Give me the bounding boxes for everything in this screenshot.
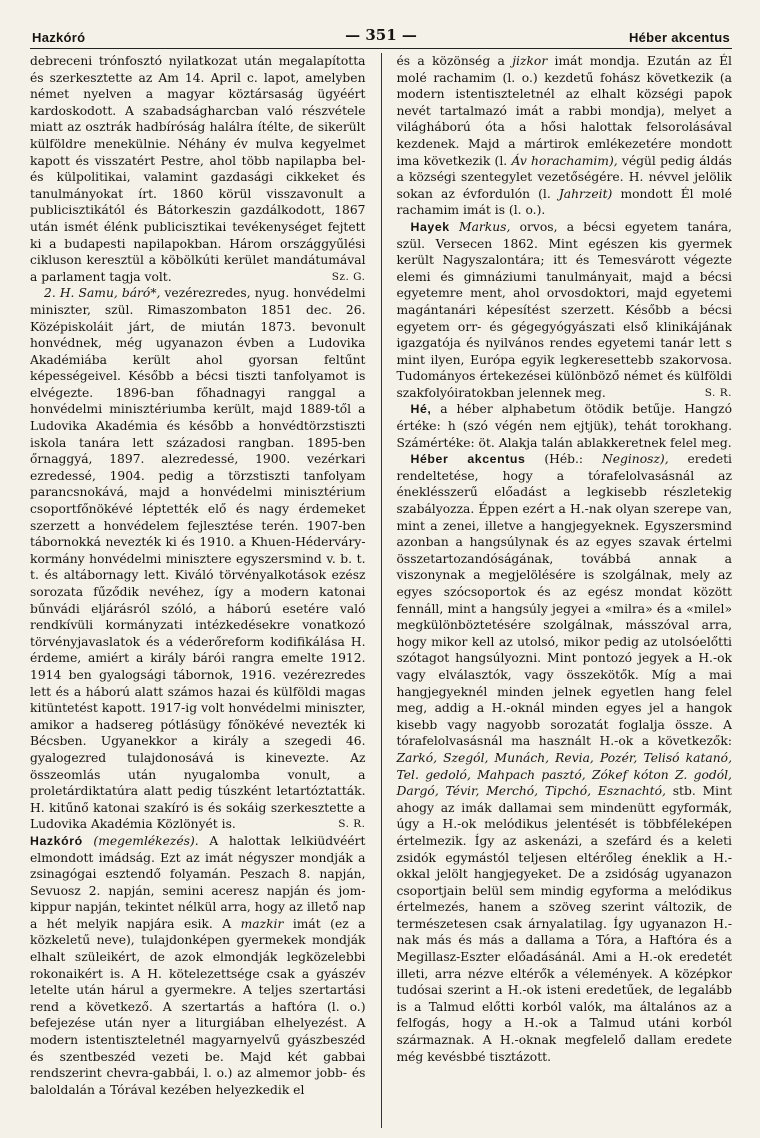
running-head-left: Hazkóró <box>32 30 86 45</box>
entry-continuation: debreceni trónfosztó nyilatkozat után megalapította és szerkesztette az Am 14. April c. lapot, amelyben német nyelven a magyar köztársaság ügyéért kardoskodott. A szabadságharcban való részvétele miatt az osztrák hadbíróság halálra ítélte, de sikerült külföldre menekülnie. Néhány év mulva kegyelmet kapott és visszatért Pestre, ahol több napilapba bel- és külpolitikai, valamint gazdasági cikkeket és tanulmányokat írt. 1860 körül visszavonult a publicisztikától és Bátorkeszin gazdálkodott, 1867 után ismét élénk publicisztikai tevékenységet fejtett ki a budapesti napilapokban. Három országgyűlési cikluson keresztül a köbölkúti kerület mandátumával a parlament tagja volt. Sz. G. <box>30 54 366 284</box>
page-header <box>30 22 732 49</box>
author-signature: Sz. G. <box>331 270 366 283</box>
column-divider <box>381 53 382 1128</box>
entry-headword: Hayek <box>410 219 450 234</box>
entry-headword: 2. H. Samu, báró*, <box>44 286 161 301</box>
page-number: — 351 — <box>345 26 417 44</box>
entry-hazkoro: Hazkóró (megemlékezés). A halottak lelkiüdvéért elmondott imádság. Ezt az imát négyszer mondják a zsinagógai esztendő folyamán. Peszach 8. napján, Sevuosz 2. napján, semini aceresz napján és jom-kippur napján, tekintet nélkül arra, hogy az illető nap a hét melyik napjára esik. A mazkir imát (ez a közkeletű neve), tulajdonképen gyermekek mondják elhalt szüleikért, de azok elmondják legközelebbi rokonaikért is. A H. kötelezettsége csak a gyászév letelte után hárul a gyermekre. A teljes szertartási rend a következő. A szertartás a haftóra (l. o.) befejezése után nyer a liturgiában elhelyezést. A modern istentiszteletnél magyarnyelvű gyászbeszéd és szentbeszéd vezeti be. Majd két gabbai rendszerint chevra-gabbái, l. o.) az almemor jobb- és baloldalán a Tórával kezében helyezkedik el <box>30 833 366 1097</box>
entry-hayek: Hayek Markus, orvos, a bécsi egyetem tanára, szül. Versecen 1862. Mint egészen kis gyermek került Nagyszalontára; itt és Temesvárott végezte elemi és gimnáziumi tanulmányait, majd a bécsi egyetemre ment, ahol orvosdoktori, majd egyetemi magántanári képesítést szerzett. Később a bécsi egyetem orr- és gégegyógyászati első klinikájának igazgatója és nyilvános rendes egyetemi tanár lett s mint ilyen, Európa egyik legkeresettebb szakorvosa. Tudományos értekezései különböző német és külföldi szakfolyóiratokban jelennek meg. S. R. <box>396 219 732 400</box>
entry-headword: Hé, <box>410 402 432 417</box>
entry-headword: Hazkóró <box>30 833 83 848</box>
author-signature: S. R. <box>338 818 366 831</box>
entry-headword: Héber akcentus <box>410 452 526 467</box>
running-head-right: Héber akcentus <box>628 30 730 45</box>
text-columns <box>30 53 732 1128</box>
left-column <box>30 53 375 1128</box>
entry-continuation: és a közönség a jizkor imát mondja. Ezután az Él molé rachamim (l. o.) kezdetű fohász következik (a modern istentiszteletnél az elhalt községi papok nevét tartalmazó imát a rabbi mondja), melyet a világháború óta a hősi halottak felsorolásával kezdenek. Majd a mártirok emlékezetére mondott ima következik (l. Áv horachamim), végül pedig áldás a községi szentegylet vezetőségére. H. névvel jelölik sokan az évfordulón (l. Jahrzeit) mondott Él molé rachamim imát is (l. o.). <box>396 54 732 218</box>
author-signature: S. R. <box>704 386 732 399</box>
entry-he: Hé, a héber alphabetum ötödik betűje. Hangzó értéke: h (szó végén nem ejtjük), tehát torokhang. Számértéke: öt. Alakja talán ablakkeretnek felel meg. <box>396 402 732 450</box>
entry-hazai-samu: 2. H. Samu, báró*, vezérezredes, nyug. honvédelmi miniszter, szül. Rimaszombaton 1851 dec. 26. Középiskoláit járt, de miután 1873. bevonult honvédnek, még ugyanazon évben a Ludovika Akadémiába került ahol gyorsan feltűnt képességeivel. Később a bécsi tiszti tanfolyamot is elvégezte. 1896-ban főhadnagyi ranggal a honvédelmi minisztériumba került, majd 1889-től a Ludovika Akadémia és később a honvédtörzstiszti iskola tanára lett századosi rangban. 1895-ben őrnaggyá, 1897. alezredessé, 1900. vezérkari ezredessé, 1904. pedig a törzstiszti tanfolyam parancsnokává, majd a honvédelmi minisztérium csoportfőnökévé léptették elő és nagy érdemeket szerzett a honvédelem fejlesztése terén. 1907-ben tábornokká nevezték ki és 1910. a Khuen-Héderváry-kormány honvédelmi minisztere egyszersmind v. b. t. t. és altábornagy lett. Kiváló törvényalkotások ezész sorozata fűződik nevéhez, így a modern katonai bűnvádi eljárásról szóló, a háború esetére való rendkívüli kormányzati intézkedésekre vonatkozó törvényjavaslatok és a véderőreform kodifikálása H. érdeme, amiért a király bárói rangra emelte 1912. 1914 ben gyalogsági tábornok, 1916. vezérezredes lett és a háború alatt számos hazai és külföldi magas kitüntetést kapott. 1917-ig volt honvédelmi miniszter, amikor a hadsereg pótlásügy főnökévé nevezték ki Bécsben. Ugyanekkor a király a szegedi 46. gyalogezred tulajdonosává is kinevezte. Az összeomlás után nyugalomba vonult, a proletárdiktatúra alatt pedig túszként letartóztatták. H. kitűnő katonai szakíró is és sokáig szerkesztette a Ludovika Akadémia Közlönyét is. S. R. <box>30 286 366 832</box>
entry-heber-akcentus: Héber akcentus (Héb.: Neginosz), eredeti rendeltetése, hogy a tórafelolvasásnál az éneklésszerű előadást a legkisebb részletekig szabályozza. Éppen ezért a H.-nak olyan szerepe van, mint a zenei, illetve a hangjegyeknek. Egyszersmind azonban a hangsúlynak és az egyes szavak értelmi összetartozandóságának, továbbá annak a viszonynak a megjelölésére is szolgálnak, mely az egyes szócsoportok és az egész mondat között fennáll, mint a hangsúly jegyei a «milra» és a «milel» megkülönböztetésére szolgálnak, másszóval arra, hogy mikor kell az utolsó, mikor pedig az utolsóelőtti szótagot hangsúlyozni. Mint pontozó jegyek a H.-ok vagy elválasztók, vagy összekötők. Míg a mai hangjegyeknél minden jelnek egyetlen hang felel meg, addig a H.-oknál minden egyes jel a hangok kisebb vagy nagyobb sorozatát foglalja össze. A tórafelolvasásnál ma használt H.-ok a következők: Zarkó, Szegól, Munách, Revia, Pozér, Telisó katanó, Tel. gedoló, Mahpach pasztó, Zókef kóton Z. godól, Dargó, Tévir, Merchó, Tipchó, Esznachtó, stb. Mint ahogy az imák dallamai sem mindenütt egyformák, úgy a H.-ok melódikus jelentését is többféleképen értelmezik. Így az askenázi, a szefárd és a keleti zsidók egymástól teljesen eltérőleg éneklik a H.-okkal jelölt hangjegyeket. De a zsidóság ugyanazon csoportjain belül sem mindig egyforma a melódikus értelmezés, hanem a szöveg szerint változik, de természetesen csak árnyalatilag. Így ugyanazon H.-nak más és más a dallama a Tóra, a Haftóra és a Megillasz-Eszter előadásánál. Ami a H.-ok eredetét illeti, arra nézve eltérők a vélemények. A középkor tudósai szerint a H.-ok isteni eredetűek, de legalább is a Talmud előtti korból valók, ma általános az a felfogás, hogy a H.-ok a Talmud utáni korból származnak. A H.-oknak megfelelő dallam eredete még kevésbbé tisztázott. <box>396 452 732 1064</box>
right-column <box>387 53 732 1128</box>
